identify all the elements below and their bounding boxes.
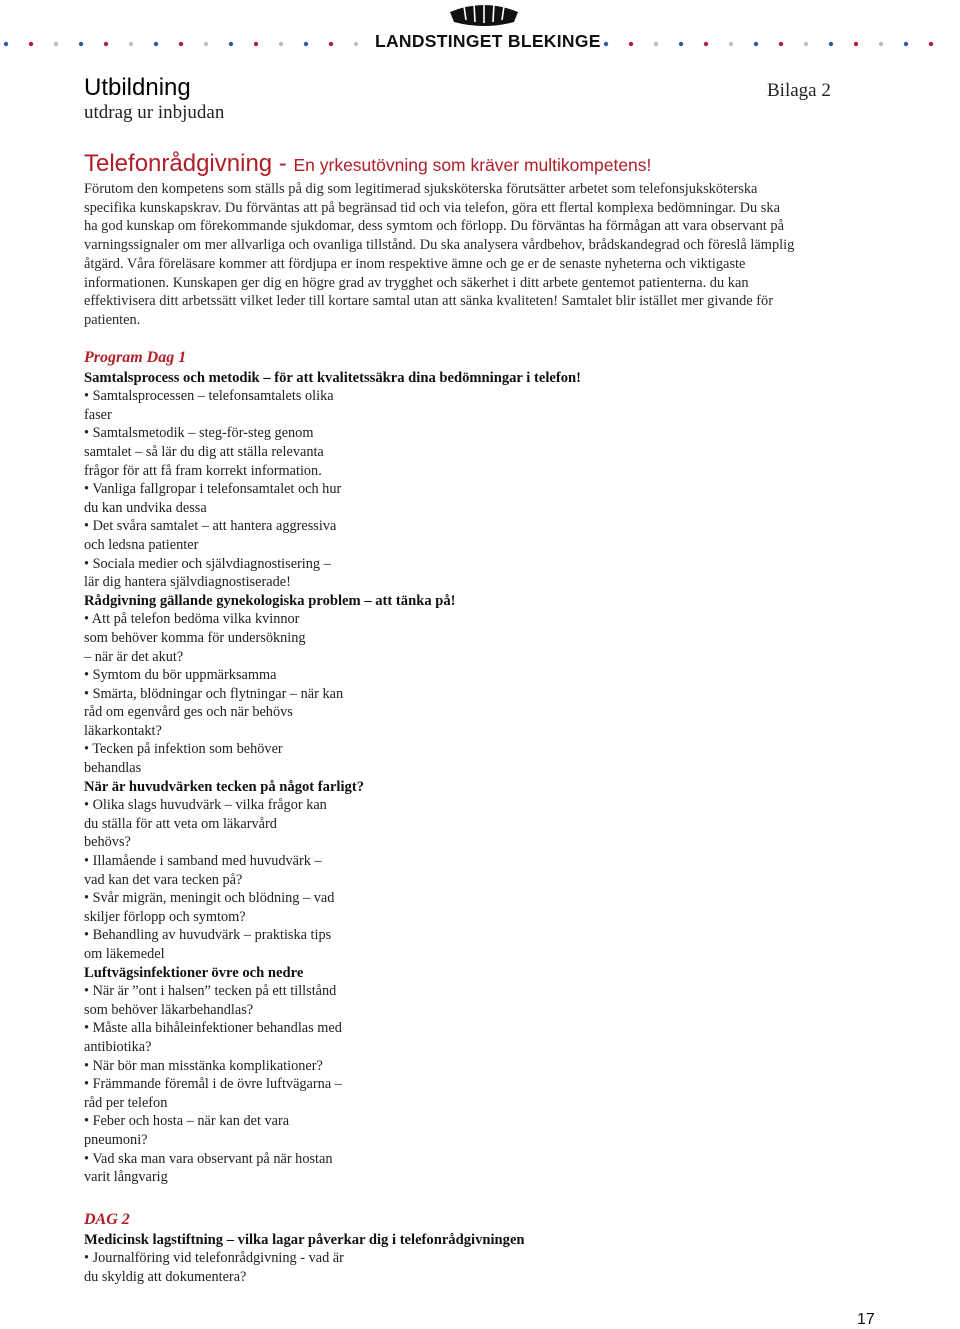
program-day1-lines bbox=[84, 369, 581, 1187]
program-line: • Feber och hosta – när kan det vara bbox=[84, 1113, 290, 1130]
program-day2-title: DAG 2 bbox=[84, 1211, 130, 1228]
header-dot bbox=[704, 42, 708, 46]
intro-line: ha god kunskap om förekommande sjukdomar, dess symtom och förlopp. Du förväntas ha förmågan att vara observant på bbox=[84, 218, 784, 235]
program-line: och ledsna patienter bbox=[84, 536, 199, 553]
header-dot bbox=[754, 42, 758, 46]
header-dot bbox=[679, 42, 683, 46]
header-dot bbox=[79, 42, 83, 46]
appendix-label: Bilaga 2 bbox=[767, 80, 831, 101]
program-line: råd per telefon bbox=[84, 1094, 168, 1111]
header-dot bbox=[54, 42, 58, 46]
program-line: • Illamående i samband med huvudvärk – bbox=[84, 853, 322, 870]
program-line: varit långvarig bbox=[84, 1169, 168, 1186]
header-dot bbox=[729, 42, 733, 46]
header-dot bbox=[929, 42, 933, 46]
header-dot bbox=[179, 42, 183, 46]
program-line: du ställa för att veta om läkarvård bbox=[84, 815, 277, 832]
program-subheading: När är huvudvärken tecken på något farligt? bbox=[84, 778, 364, 795]
header-dot bbox=[29, 42, 33, 46]
program-day2 bbox=[84, 1211, 525, 1286]
header-dot bbox=[329, 42, 333, 46]
program-line: vad kan det vara tecken på? bbox=[84, 871, 243, 888]
program-line: antibiotika? bbox=[84, 1038, 152, 1055]
program-line: lär dig hantera självdiagnostiserade! bbox=[84, 574, 291, 591]
header-dot bbox=[829, 42, 833, 46]
program-line: • Det svåra samtalet – att hantera aggressiva bbox=[84, 518, 337, 535]
intro-line: varningssignaler om mer allvarliga och ovanliga tillstånd. Du ska analysera vårdbehov, brådskandegrad och föreslå lämplig bbox=[84, 237, 795, 254]
page-number: 17 bbox=[857, 1311, 875, 1328]
program-line: • Att på telefon bedöma vilka kvinnor bbox=[84, 611, 300, 628]
header-dot bbox=[654, 42, 658, 46]
heading-tagline: En yrkesutövning som kräver multikompetens! bbox=[293, 155, 652, 175]
header-dot bbox=[129, 42, 133, 46]
header-dot bbox=[204, 42, 208, 46]
section-heading bbox=[84, 150, 651, 178]
header-dot bbox=[104, 42, 108, 46]
program-line: • Smärta, blödningar och flytningar – när kan bbox=[84, 685, 344, 702]
heading-main: Telefonrådgivning - bbox=[84, 150, 294, 177]
program-line: råd om egenvård ges och när behövs bbox=[84, 704, 293, 721]
header-dot bbox=[254, 42, 258, 46]
header-dot bbox=[604, 42, 608, 46]
program-line: samtalet – så lär du dig att ställa relevanta bbox=[84, 443, 324, 460]
program-line: du kan undvika dessa bbox=[84, 499, 207, 516]
header-dot bbox=[904, 42, 908, 46]
program-line: – när är det akut? bbox=[84, 648, 184, 665]
page-title: Utbildning bbox=[84, 74, 191, 101]
intro-line: Förutom den kompetens som ställs på dig som legitimerad sjuksköterska förutsätter arbetet som telefonsjuksköterska bbox=[84, 181, 758, 197]
program-subheading: Samtalsprocess och metodik – för att kvalitetssäkra dina bedömningar i telefon! bbox=[84, 369, 581, 386]
header-dot bbox=[804, 42, 808, 46]
program-line: skiljer förlopp och symtom? bbox=[84, 908, 246, 925]
program-line: behövs? bbox=[84, 834, 131, 851]
header-dot bbox=[854, 42, 858, 46]
program-line: du skyldig att dokumentera? bbox=[84, 1268, 247, 1285]
intro-line: effektivisera ditt arbetssätt vilket leder till kortare samtal utan att sänka kvaliteten! Samtalet blir istället mer givande för bbox=[84, 293, 774, 310]
header-dot bbox=[879, 42, 883, 46]
program-line: • Behandling av huvudvärk – praktiska tips bbox=[84, 927, 332, 944]
program-line: • Främmande föremål i de övre luftvägarna – bbox=[84, 1076, 342, 1093]
header-dot bbox=[279, 42, 283, 46]
intro-line: informationen. Kunskapen ger dig en högre grad av trygghet och säkerhet i ditt arbete gentemot patienterna. du kan bbox=[84, 274, 749, 291]
program-day1-title: Program Dag 1 bbox=[84, 349, 187, 366]
program-line: • Svår migrän, meningit och blödning – vad bbox=[84, 890, 335, 907]
program-line: som behöver komma för undersökning bbox=[84, 629, 306, 646]
program-line: • Samtalsmetodik – steg-för-steg genom bbox=[84, 425, 314, 442]
page-subtitle: utdrag ur inbjudan bbox=[84, 102, 225, 123]
header-dot bbox=[354, 42, 358, 46]
program-line: om läkemedel bbox=[84, 946, 165, 962]
header-dot bbox=[779, 42, 783, 46]
program-line: faser bbox=[84, 406, 112, 423]
program-line: • Journalföring vid telefonrådgivning - vad är bbox=[84, 1250, 344, 1267]
header-dot bbox=[4, 42, 8, 46]
program-line: • Sociala medier och självdiagnostisering – bbox=[84, 555, 331, 572]
intro-line: patienten. bbox=[84, 311, 141, 328]
program-line: • Tecken på infektion som behöver bbox=[84, 741, 283, 758]
program-line: pneumoni? bbox=[84, 1131, 148, 1148]
org-name: LANDSTINGET BLEKINGE bbox=[375, 31, 601, 51]
program-line: • När bör man misstänka komplikationer? bbox=[84, 1057, 323, 1074]
program-line: • När är ”ont i halsen” tecken på ett tillstånd bbox=[84, 983, 337, 1000]
program-line: • Vad ska man vara observant på när hostan bbox=[84, 1150, 333, 1167]
header-dot bbox=[229, 42, 233, 46]
program-line: • Olika slags huvudvärk – vilka frågor kan bbox=[84, 797, 327, 814]
program-line: • Symtom du bör uppmärksamma bbox=[84, 667, 277, 684]
intro-paragraph bbox=[84, 180, 874, 330]
program-line: behandlas bbox=[84, 760, 142, 777]
program-subheading: Rådgivning gällande gynekologiska problem – att tänka på! bbox=[84, 592, 456, 609]
program-day2-lines bbox=[84, 1231, 525, 1287]
header-dot bbox=[304, 42, 308, 46]
program-line: • Måste alla bihåleinfektioner behandlas med bbox=[84, 1020, 342, 1037]
intro-line: specifika kunskapskrav. Du förväntas att på begränsad tid och via telefon, göra ett flertal komplexa bedömningar. Du ska bbox=[84, 199, 780, 216]
program-subheading: Medicinsk lagstiftning – vilka lagar påverkar dig i telefonrådgivningen bbox=[84, 1231, 525, 1248]
program-line: • Vanliga fallgropar i telefonsamtalet och hur bbox=[84, 481, 342, 498]
program-line: frågor för att få fram korrekt information. bbox=[84, 462, 322, 479]
program-line: läkarkontakt? bbox=[84, 722, 162, 739]
program-subheading: Luftvägsinfektioner övre och nedre bbox=[84, 964, 304, 981]
program-line: som behöver läkarbehandlas? bbox=[84, 1001, 254, 1018]
program-line: • Samtalsprocessen – telefonsamtalets olika bbox=[84, 388, 334, 405]
intro-line: åtgärd. Våra föreläsare kommer att fördjupa er inom respektive ämne och ge er de senaste nyheterna och viktigaste bbox=[84, 255, 746, 272]
program-day1 bbox=[84, 349, 581, 1187]
header-dot bbox=[154, 42, 158, 46]
header-dot bbox=[629, 42, 633, 46]
